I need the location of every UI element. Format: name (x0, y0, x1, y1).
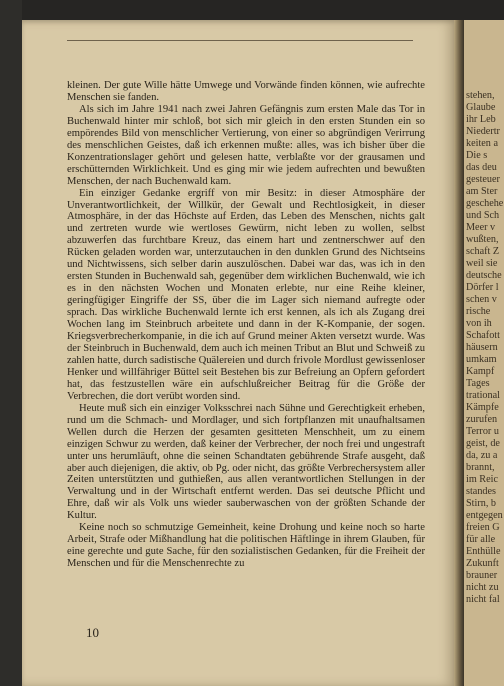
next-page-line: und Sch (466, 210, 500, 221)
book-gutter (454, 20, 464, 686)
next-page-line: weil sie (466, 258, 498, 269)
next-page-line: Niedertr (466, 126, 500, 137)
scan-background-left (0, 0, 22, 686)
paragraph-5: Keine noch so schmutzige Gemeinheit, keine Drohung und keine noch so harte Arbeit, Strafe oder Mißhandlung hat die politischen Häftlinge in ihrem Glauben, für eine gerechte und gute Sache, für den sozialistischen Gedanken, für die Freiheit der Menschen und für die Menschenrechte zu (67, 522, 425, 570)
next-page-line: zurufen (466, 414, 498, 425)
next-page-line: für alle (466, 534, 496, 545)
next-page-line: Meer v (466, 222, 496, 233)
paragraph-2: Als sich im Jahre 1941 nach zwei Jahren Gefängnis zum ersten Male das Tor in Buchenwald hinter mir schloß, bot sich mir gleich in den ersten Stunden ein so empörendes Bild von menschlicher Vertierung, von einer so abgründigen Verirrung des menschlichen Geistes, daß ich erkennen mußte: alles, was ich bisher über die Konzentrationslager gehört und gelesen hatte, verblaßte vor der grausamen und erschütternden Wirklichkeit. Und es ging mir wie jedem aufrechten und bewußten Menschen, der nach Buchenwald kam. (67, 103, 425, 187)
next-page-line: brauner (466, 570, 498, 581)
next-page-line: am Ster (466, 186, 498, 197)
next-page-line: entgegen (466, 510, 503, 521)
next-page-line: Stirn, b (466, 498, 497, 509)
next-page-line: schen v (466, 294, 497, 305)
next-page-line: Terror u (466, 426, 499, 437)
next-page-line: geschehe (466, 198, 504, 209)
paragraph-3: Ein einziger Gedanke ergriff von mir Besitz: in dieser Atmosphäre der Unverantwortlichkeit, der Willkür, der Gewalt und Rechtlosigkeit, in dieser Atmosphäre, in der das Höchste auf Erden, das Leben des Menschen, nichts galt und zertreten wurde wie wertloses Gewürm, nicht leben zu wollen, selbst abzuwerfen das furchtbare Kreuz, das einem hart und zentnerschwer auf den Rücken geladen worden war, unterzutauchen in den dunklen Grund des Nichtseins und Nichtwissens, sich selber darin auszulöschen. Dabei war das, was ich in den ersten Stunden in Buchenwald sah, gegenüber dem wirklichen Buchenwald, wie ich es in den nächsten Wochen und Monaten erlebte, nur eine Reihe kleiner, geringfügiger Eingriffe der SS, über die im Lager sich niemand aufregte oder sprach. Das wirkliche Buchenwald lernte ich erst kennen, als ich als Zugang drei Wochen lang im Steinbruch arbeitete und dann in der K-Kompanie, der sogen. Kriegsverbrecherkompanie, in die ich auf Grund meiner Akten versetzt wurde. Was der Steinbruch in Buchenwald, dem auch ich meinen Tribut an Blut und Schweiß zu zahlen hatte, durch sadistische Quälereien und durch frivole Mordlust gewissenloser Henker und willfähriger Büttel seit Bestehen bis zur Befreiung an Opfern gefordert hat, das festzustellen wäre ein aufschlußreicher Beitrag für die Größe der Verbrechen, die dort verübt worden sind. (67, 187, 425, 402)
next-page-line: Glaube (466, 102, 496, 113)
next-page-line: umkam (466, 354, 497, 365)
next-page-line: da, zu a (466, 450, 498, 461)
next-page-line: stehen, (466, 90, 495, 101)
next-page-line: freien G (466, 522, 500, 533)
page-number: 10 (86, 625, 99, 640)
next-page-edge (464, 20, 504, 686)
scan-background-top (0, 0, 504, 20)
next-page-text-fragments (466, 90, 504, 606)
next-page-line: schaft Z (466, 246, 500, 257)
next-page-line: Enthülle (466, 546, 501, 557)
header-rule (67, 40, 413, 41)
next-page-line: Tages (466, 378, 490, 389)
next-page-line: das deu (466, 162, 497, 173)
next-page-line: standes (466, 486, 496, 497)
next-page-line: ihr Leb (466, 114, 496, 125)
next-page-line: geist, de (466, 438, 500, 449)
next-page-line: wußten, (466, 234, 499, 245)
next-page-line: Kämpfe (466, 402, 499, 413)
next-page-line: rische (466, 306, 491, 317)
next-page-line: Dörfer l (466, 282, 499, 293)
next-page-line: brannt, (466, 462, 495, 473)
next-page-line: häusern (466, 342, 498, 353)
next-page-line: Die s (466, 150, 488, 161)
next-page-line: nicht fal (466, 594, 500, 605)
paragraph-4: Heute muß sich ein einziger Volksschrei nach Sühne und Gerechtigkeit erheben, rund um die Schmach- und Mordlager, und sich fortpflanzen mit unaufhaltsamen Wellen durch die Herzen der gesamten gesitteten Menschheit, um zu einem einzigen Schwur zu werden, daß keiner der Verbrecher, der noch frei und ungestraft unter uns herumläuft, ohne die seinen Schandtaten gebührende Strafe ausgeht, daß aber auch diejenigen, die aktiv, ob Pg. oder nicht, das größte Verbrechersystem aller Zeiten unterstützten und guthießen, aus allen verantwortlichen Stellungen in der Verwaltung und in der Wirtschaft entfernt werden. Das sei deutsche Pflicht und Ehre, daß wir als Volk uns wieder sauberwaschen von der größten Schande der Kultur. (67, 402, 425, 522)
next-page-line: keiten a (466, 138, 498, 149)
next-page-line: deutsche (466, 270, 502, 281)
next-page-line: gesteuer (466, 174, 500, 185)
page-body-text (67, 80, 425, 570)
next-page-line: trational (466, 390, 500, 401)
next-page-line: Zukunft (466, 558, 499, 569)
next-page-line: Kampf (466, 366, 495, 377)
paragraph-1: kleinen. Der gute Wille hätte Umwege und Vorwände finden können, wie aufrechte Menschen sie fanden. (67, 80, 425, 103)
next-page-line: Schafott (466, 330, 500, 341)
next-page-line: im Reic (466, 474, 498, 485)
next-page-line: von ih (466, 318, 492, 329)
next-page-line: nicht zu (466, 582, 499, 593)
